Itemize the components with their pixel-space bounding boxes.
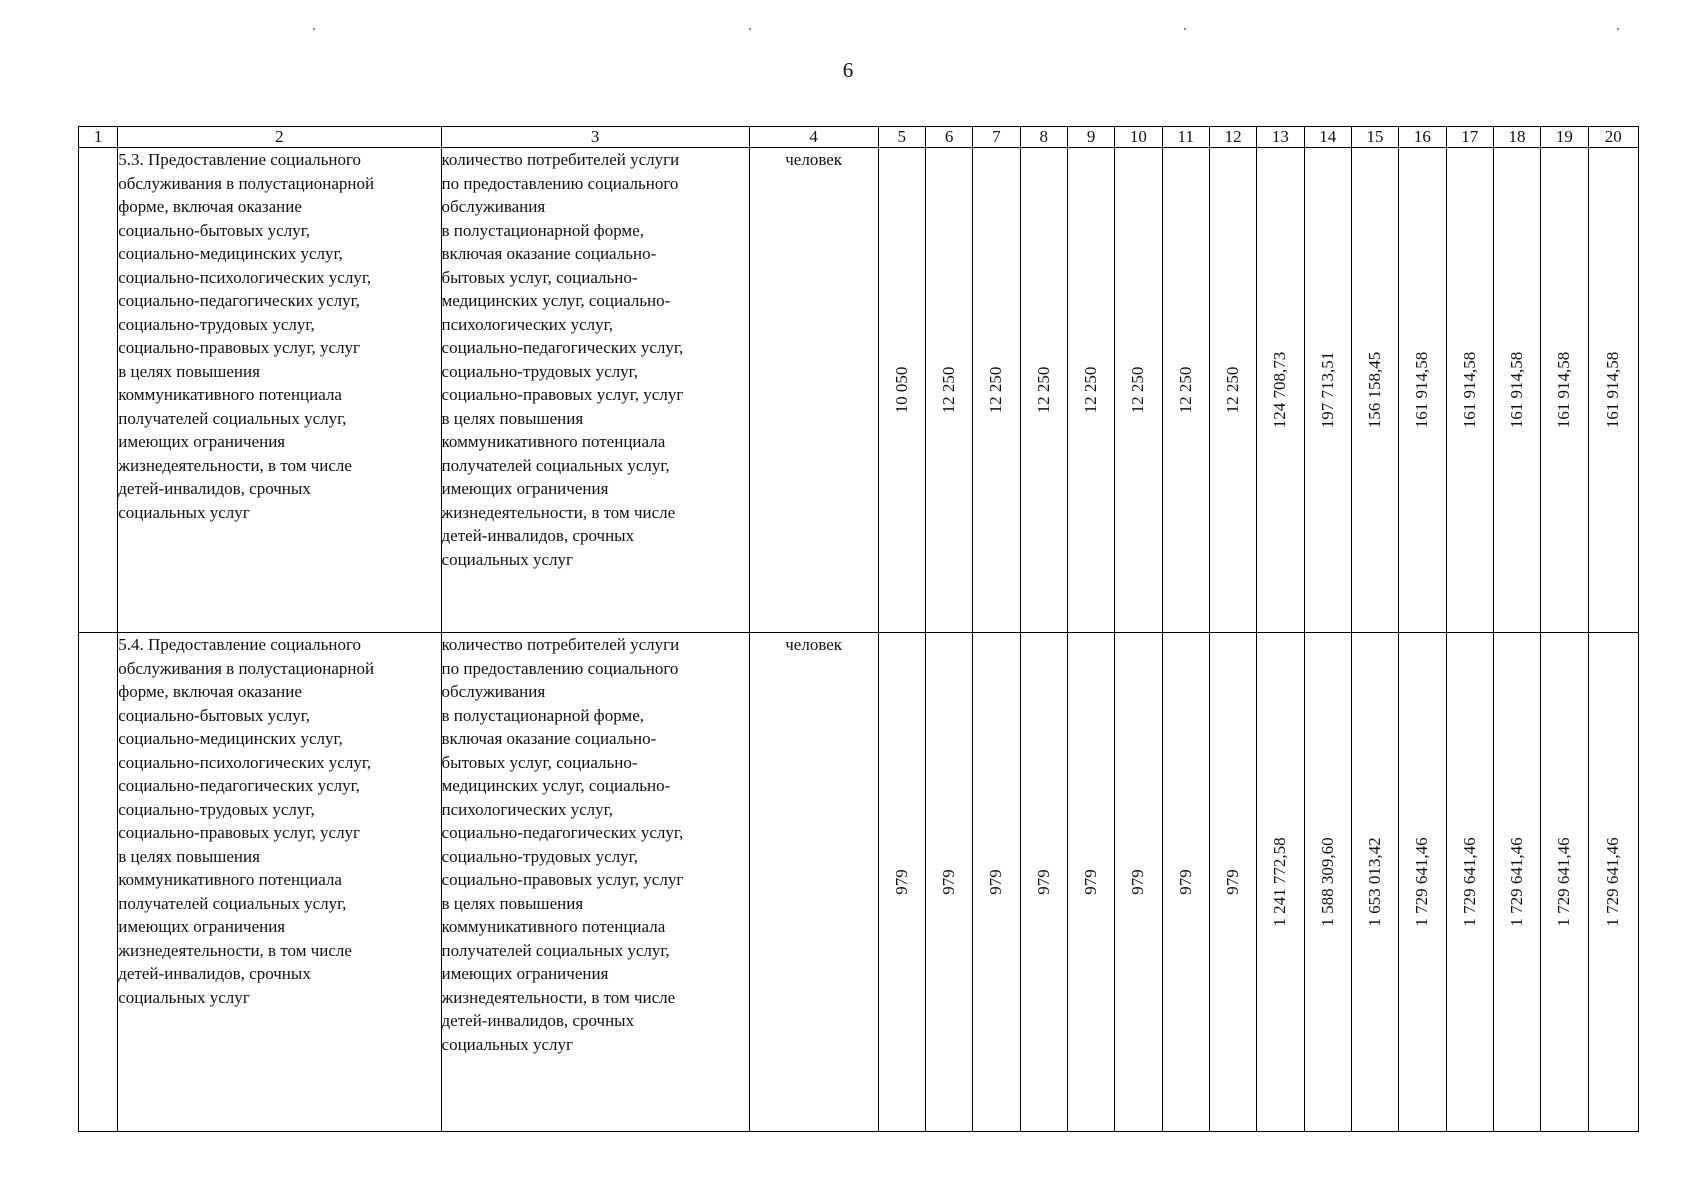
indicator-name-cell (441, 633, 749, 1132)
column-number-header: 5 (878, 127, 925, 148)
value-cell (925, 148, 972, 633)
service-name-line: форме, включая оказание (118, 197, 302, 217)
indicator-name-line: социальных услуг (441, 549, 573, 569)
service-name-line: имеющих ограничения (118, 917, 286, 937)
value-cell (973, 148, 1020, 633)
indicator-name-cell (441, 148, 749, 633)
service-name-line: жизнедеятельности, в том числе (118, 940, 352, 960)
value-cell (1399, 633, 1446, 1132)
indicator-name-line: психологических услуг, (441, 799, 613, 819)
value-cell (1115, 148, 1162, 633)
value-text: 12 250 (1175, 366, 1195, 414)
value-text: 1 729 641,46 (1507, 837, 1527, 927)
value-text: 1 588 309,60 (1317, 837, 1337, 927)
value-text: 979 (986, 869, 1006, 895)
page-number: 6 (842, 58, 854, 82)
service-name-line: детей-инвалидов, срочных (118, 964, 311, 984)
service-name-line: социально-бытовых услуг, (118, 220, 311, 240)
value-text: 979 (1175, 869, 1195, 895)
service-name-line: социально-психологических услуг, (118, 267, 372, 287)
column-number-header: 12 (1209, 127, 1256, 148)
indicator-name-line: социальных услуг (441, 1034, 573, 1054)
indicator-name-line: социально-правовых услуг, услуг (441, 870, 684, 890)
indicator-name-line: имеющих ограничения (441, 479, 609, 499)
indicator-name-line: детей-инвалидов, срочных (441, 1011, 635, 1031)
indicator-name-line: социально-педагогических услуг, (441, 338, 684, 358)
indicator-name-line: количество потребителей услуги (441, 150, 680, 170)
indicator-name-line: социально-педагогических услуг, (441, 823, 684, 843)
column-number-header: 18 (1493, 127, 1540, 148)
service-name-cell (118, 148, 441, 633)
indicator-name-line: социально-правовых услуг, услуг (441, 385, 684, 405)
unit-cell: человек (749, 148, 878, 633)
value-text: 12 250 (1033, 366, 1053, 414)
value-cell (1020, 633, 1067, 1132)
value-text: 979 (891, 869, 911, 895)
value-text: 161 914,58 (1554, 351, 1574, 429)
value-cell (1588, 148, 1638, 633)
value-text: 161 914,58 (1459, 351, 1479, 429)
indicator-name-line: количество потребителей услуги (441, 635, 680, 655)
value-text: 979 (1223, 869, 1243, 895)
table-row (79, 148, 1639, 633)
value-text: 979 (1128, 869, 1148, 895)
scan-speck (749, 28, 751, 30)
service-name-line: 5.4. Предоставление социального (118, 635, 362, 655)
column-number-header: 2 (118, 127, 441, 148)
indicator-name-line: коммуникативного потенциала (441, 917, 666, 937)
indicator-name-line: по предоставлению социального (441, 658, 679, 678)
service-name-line: социально-трудовых услуг, (118, 314, 315, 334)
column-number-header: 17 (1446, 127, 1493, 148)
column-number-header: 13 (1257, 127, 1304, 148)
column-number-header: 9 (1067, 127, 1114, 148)
service-name-line: имеющих ограничения (118, 432, 286, 452)
service-name-line: социально-правовых услуг, услуг (118, 823, 361, 843)
scan-speck (1617, 28, 1619, 30)
service-name-line: получателей социальных услуг, (118, 893, 347, 913)
unit-cell: человек (749, 633, 878, 1132)
value-cell (1162, 148, 1209, 633)
value-cell (1541, 148, 1588, 633)
column-number-header: 4 (749, 127, 878, 148)
indicator-name-line: социально-трудовых услуг, (441, 846, 638, 866)
value-text: 12 250 (1223, 366, 1243, 414)
service-name-line: социально-психологических услуг, (118, 752, 372, 772)
value-text: 1 729 641,46 (1459, 837, 1479, 927)
indicator-name-line: детей-инвалидов, срочных (441, 526, 635, 546)
service-name-line: обслуживания в полустационарной (118, 173, 375, 193)
value-cell (1067, 148, 1114, 633)
indicator-name-line: жизнедеятельности, в том числе (441, 502, 676, 522)
indicator-name-line: в полустационарной форме, (441, 705, 644, 725)
value-cell (1446, 633, 1493, 1132)
indicator-name-line: включая оказание социально- (441, 244, 657, 264)
value-cell (973, 633, 1020, 1132)
service-name-line: социальных услуг (118, 502, 250, 522)
value-text: 1 729 641,46 (1412, 837, 1432, 927)
indicator-name-line: включая оказание социально- (441, 729, 657, 749)
scan-speck (1184, 28, 1186, 30)
value-cell (1209, 148, 1256, 633)
service-name-line: социально-педагогических услуг, (118, 291, 360, 311)
value-cell (1304, 633, 1351, 1132)
value-cell (1351, 633, 1398, 1132)
service-name-line: социально-правовых услуг, услуг (118, 338, 361, 358)
data-table (78, 126, 1639, 1132)
value-text: 12 250 (986, 366, 1006, 414)
indicator-name-line: обслуживания (441, 682, 546, 702)
service-name-line: детей-инвалидов, срочных (118, 479, 311, 499)
service-name-line: социально-педагогических услуг, (118, 776, 360, 796)
indicator-name-line: социально-трудовых услуг, (441, 361, 638, 381)
indicator-name-line: в полустационарной форме, (441, 220, 644, 240)
value-cell (1162, 633, 1209, 1132)
value-text: 12 250 (1081, 366, 1101, 414)
service-name-line: социально-медицинских услуг, (118, 729, 343, 749)
value-text: 979 (1033, 869, 1053, 895)
column-number-header: 10 (1115, 127, 1162, 148)
service-name-line: обслуживания в полустационарной (118, 658, 375, 678)
service-name-line: в целях повышения (118, 361, 260, 381)
column-number-header: 15 (1351, 127, 1398, 148)
service-name-line: коммуникативного потенциала (118, 385, 342, 405)
value-cell (878, 148, 925, 633)
value-text: 12 250 (939, 366, 959, 414)
value-cell (878, 633, 925, 1132)
header-row (79, 127, 1639, 148)
row-index-cell (79, 148, 118, 633)
column-number-header: 20 (1588, 127, 1638, 148)
value-text: 1 729 641,46 (1603, 837, 1623, 927)
indicator-name-line: имеющих ограничения (441, 964, 609, 984)
indicator-name-line: обслуживания (441, 197, 546, 217)
column-number-header: 7 (973, 127, 1020, 148)
value-text: 161 914,58 (1412, 351, 1432, 429)
column-number-header: 14 (1304, 127, 1351, 148)
value-cell (925, 633, 972, 1132)
indicator-name-line: получателей социальных услуг, (441, 455, 670, 475)
column-number-header: 6 (925, 127, 972, 148)
service-name-line: получателей социальных услуг, (118, 408, 347, 428)
value-cell (1446, 148, 1493, 633)
service-name-cell (118, 633, 441, 1132)
value-text: 124 708,73 (1270, 351, 1290, 429)
indicator-name-line: коммуникативного потенциала (441, 432, 666, 452)
value-text: 979 (1081, 869, 1101, 895)
service-name-line: 5.3. Предоставление социального (118, 150, 362, 170)
value-text: 156 158,45 (1365, 351, 1385, 429)
value-text: 161 914,58 (1507, 351, 1527, 429)
column-number-header: 16 (1399, 127, 1446, 148)
value-cell (1493, 633, 1540, 1132)
value-text: 161 914,58 (1603, 351, 1623, 429)
value-cell (1588, 633, 1638, 1132)
value-cell (1257, 633, 1304, 1132)
column-number-header: 3 (441, 127, 749, 148)
indicator-name-line: получателей социальных услуг, (441, 940, 670, 960)
column-number-header: 8 (1020, 127, 1067, 148)
indicator-name-line: жизнедеятельности, в том числе (441, 987, 676, 1007)
column-number-header: 1 (79, 127, 118, 148)
service-name-line: социально-бытовых услуг, (118, 705, 311, 725)
indicator-name-line: в целях повышения (441, 893, 584, 913)
indicator-name-line: бытовых услуг, социально- (441, 752, 638, 772)
value-text: 979 (939, 869, 959, 895)
value-cell (1304, 148, 1351, 633)
value-text: 197 713,51 (1317, 351, 1337, 429)
value-text: 1 653 013,42 (1365, 837, 1385, 927)
value-cell (1493, 148, 1540, 633)
value-cell (1115, 633, 1162, 1132)
indicator-name-line: в целях повышения (441, 408, 584, 428)
service-name-line: жизнедеятельности, в том числе (118, 455, 352, 475)
scan-speck (313, 28, 315, 30)
table-row (79, 633, 1639, 1132)
value-cell (1067, 633, 1114, 1132)
service-name-line: коммуникативного потенциала (118, 870, 342, 890)
service-name-line: в целях повышения (118, 846, 260, 866)
indicator-name-line: медицинских услуг, социально- (441, 776, 671, 796)
value-cell (1399, 148, 1446, 633)
column-number-header: 19 (1541, 127, 1588, 148)
value-text: 1 729 641,46 (1554, 837, 1574, 927)
value-cell (1209, 633, 1256, 1132)
value-text: 1 241 772,58 (1270, 837, 1290, 927)
indicator-name-line: психологических услуг, (441, 314, 613, 334)
value-text: 12 250 (1128, 366, 1148, 414)
indicator-name-line: медицинских услуг, социально- (441, 291, 671, 311)
column-number-header: 11 (1162, 127, 1209, 148)
value-cell (1020, 148, 1067, 633)
service-name-line: социальных услуг (118, 987, 250, 1007)
value-cell (1351, 148, 1398, 633)
service-name-line: социально-трудовых услуг, (118, 799, 315, 819)
indicator-name-line: по предоставлению социального (441, 173, 679, 193)
service-name-line: социально-медицинских услуг, (118, 244, 343, 264)
service-name-line: форме, включая оказание (118, 682, 302, 702)
indicator-name-line: бытовых услуг, социально- (441, 267, 638, 287)
value-cell (1257, 148, 1304, 633)
value-cell (1541, 633, 1588, 1132)
row-index-cell (79, 633, 118, 1132)
value-text: 10 050 (891, 366, 911, 414)
